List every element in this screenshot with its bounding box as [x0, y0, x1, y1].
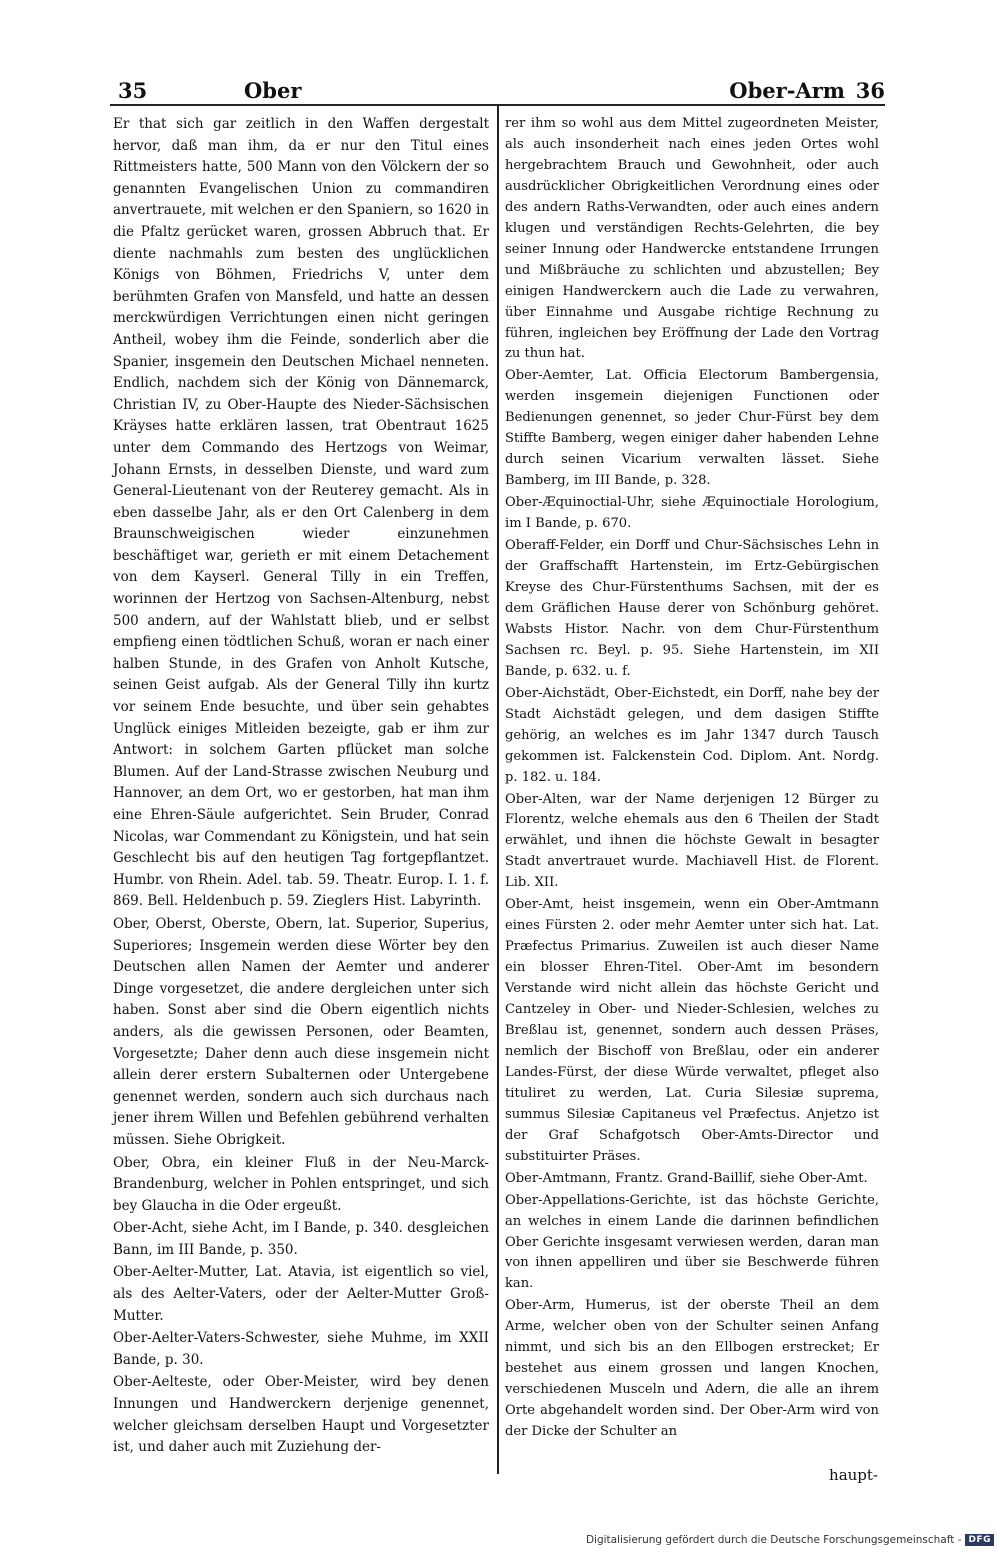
entry-ober-aelter-vaters-schwester: Ober-Aelter-Vaters-Schwester, siehe Muhme, im XXII Bande, p. 30. — [113, 1330, 489, 1368]
entry-ober-aelteste-continued: rer ihm so wohl aus dem Mittel zugeordneten Meister, als auch insonderheit nach eines jeden Ortes wohl hergebrachtem Brauch und Gewohnheit, oder auch ausdrücklicher Obrigkeitlichen Verordnung eines oder des andern Raths-Verwandten, oder auch eines andern klugen und verständigen Rechts-Gelehrten, die bey seiner Innung oder Handwercke entstandene Irrungen und Mißbräuche zu schlichten und abzustellen; Bey einigen Handwerckern auch die Lade zu verwahren, über Einnahme und Ausgabe richtige Rechnung zu führen, ingleichen bey Eröffnung der Lade den Vortrag zu thun hat. — [505, 116, 879, 362]
page-number-right: 36 — [855, 78, 885, 103]
header-keyword-right: Ober-Arm — [729, 78, 845, 103]
footer-text: Digitalisierung gefördert durch die Deutsche Forschungsgemeinschaft - — [585, 1534, 962, 1546]
entry-ober-appellations-gerichte: Ober-Appellations-Gerichte, ist das höchste Gerichte, an welches in einem Lande die darinnen befindlichen Ober Gerichte insgesamt verwiesen werden, daran man von ihnen appelliren und über sie Beschwerde führen kan. — [505, 1192, 879, 1292]
left-column — [113, 114, 489, 1460]
entry-ober-aichstaedt: Ober-Aichstädt, Ober-Eichstedt, ein Dorff, nahe bey der Stadt Aichstädt gelegen, und dem dasigen Stiffte gehörig, an welches es im Jahr 1347 durch Tausch gekommen ist. Falckenstein Cod. Diplom. Ant. Nordg. p. 182. u. 184. — [505, 685, 879, 785]
header-keyword-left: Ober — [244, 78, 302, 103]
entry-ober-aelteste: Ober-Aelteste, oder Ober-Meister, wird bey denen Innungen und Handwerckern derjenige genennet, welcher gleichsam derselben Haupt und Vorgesetzter ist, und daher auch mit Zuziehung der- — [113, 1374, 489, 1456]
dfg-logo-icon: DFG — [965, 1534, 994, 1546]
entry-ober-acht: Ober-Acht, siehe Acht, im I Bande, p. 340. desgleichen Bann, im III Bande, p. 350. — [113, 1220, 489, 1258]
entry-ober-amtmann: Ober-Amtmann, Frantz. Grand-Baillif, siehe Ober-Amt. — [505, 1170, 868, 1186]
entry-obentraut-continued: Er that sich gar zeitlich in den Waffen dergestalt hervor, daß man ihm, da er nur den Titul eines Rittmeisters hatte, 500 Mann von den Völckern der so genannten Evangelischen Union zu commandiren anvertrauete, mit welchen er den Spaniern, so 1620 in die Pfaltz gerücket waren, grossen Abbruch that. Er diente nachmahls zum besten des unglücklichen Königs von Böhmen, Friedrichs V, unter dem berühmten Grafen von Mansfeld, und hatte an dessen merckwürdigen Verrichtungen einen nicht geringen Antheil, wobey ihm die Feinde, sonderlich aber die Spanier, insgemein den Deutschen Michael nenneten. Endlich, nachdem sich der König von Dännemarck, Christian IV, zu Ober-Haupte des Nieder-Sächsischen Kräyses hatte erklären lassen, trat Obentraut 1625 unter dem Commando des Hertzogs von Weimar, Johann Ernsts, in desselben Dienste, und ward zum General-Lieutenant von der Reuterey gemacht. Als in eben dasselbe Jahr, als er den Ort Calenberg in dem Braunschweigischen wieder einzunehmen beschäftiget war, gerieth er mit einem Detachement von dem Kayserl. General Tilly in ein Treffen, worinnen der Hertzog von Sachsen-Altenburg, nebst 500 andern, auf der Wahlstatt blieb, und er selbst empfieng einen tödtlichen Schuß, woran er nach einer halben Stunde, in des Grafen von Anholt Kutsche, seinen Geist aufgab. Als der General Tilly ihn kurtz vor seinem Ende besuchte, und über sein gehabtes Unglück einiges Mitleiden bezeigte, gab er ihm zur Antwort: in solchem Garten pflücket man solche Blumen. Auf der Land-Strasse zwischen Neuburg und Hannover, an dem Ort, wo er gestorben, hat man ihm eine Ehren-Säule aufgerichtet. Sein Bruder, Conrad Nicolas, war Commendant zu Königstein, und hat sein Geschlecht bis auf den heutigen Tag fortgepflantzet. Humbr. von Rhein. Adel. tab. 59. Theatr. Europ. I. 1. f. 869. Bell. Heldenbuch p. 59. Zieglers Hist. Labyrinth. — [113, 116, 489, 910]
footer-credit — [586, 1534, 994, 1546]
entry-ober-amt: Ober-Amt, heist insgemein, wenn ein Ober-Amtmann eines Fürsten 2. oder mehr Aemter unter sich hat. Lat. Præfectus Primarius. Zuweilen ist auch dieser Name ein blosser Ehren-Titel. Ober-Amt im besondern Verstande wird nicht allein das höchste Gericht und Cantzeley in Ober- und Nieder-Schlesien, welches zu Breßlau ist, genennet, sondern auch dessen Präses, nemlich der Bischoff von Breßlau, oder ein anderer Landes-Fürst, der diese Würde verwaltet, pfleget also tituliret zu werden, Lat. Curia Silesiæ suprema, summus Silesiæ Capitaneus vel Præfectus. Anjetzo ist der Graf Schafgotsch Ober-Amts-Director und substituirter Präses. — [505, 897, 879, 1164]
column-divider — [497, 106, 499, 1474]
entry-ober-aemter: Ober-Aemter, Lat. Officia Electorum Bambergensia, werden insgemein diejenigen Functionen oder Bedienungen genennet, so jeder Chur-Fürst bey dem Stiffte Bamberg, wegen einiger daher habenden Lehne durch seinen Vicarium verwalten lässet. Siehe Bamberg, im III Bande, p. 328. — [505, 368, 879, 489]
page-number-left: 35 — [118, 78, 148, 103]
entry-ober-aelter-mutter: Ober-Aelter-Mutter, Lat. Atavia, ist eigentlich so viel, als des Aelter-Vaters, oder der Aelter-Mutter Groß-Mutter. — [113, 1264, 489, 1324]
entry-ober-oberst: Ober, Oberst, Oberste, Obern, lat. Superior, Superius, Superiores; Insgemein werden diese Wörter bey den Deutschen allen Namen der Aemter und anderer Dinge vorgesetzet, die andere dergleichen unter sich haben. Sonst aber sind die Obern eigentlich nichts anders, als die gewissen Personen, oder Beamten, Vorgesetzte; Daher denn auch diese insgemein nicht allein derer erstern Subalternen oder Untergebene genennet werden, sondern auch sich durchaus nach jener ihrem Willen und Befehlen gebührend verhalten müssen. Siehe Obrigkeit. — [113, 915, 489, 1148]
entry-ober-aequinoctial-uhr: Ober-Æquinoctial-Uhr, siehe Æquinoctiale Horologium, im I Bande, p. 670. — [505, 495, 879, 532]
entry-oberaff-felder: Oberaff-Felder, ein Dorff und Chur-Sächsisches Lehn in der Graffschafft Hartenstein, im Ertz-Gebürgischen Kreyse des Chur-Fürstenthums Sachsen, mit der es dem Gräflichen Hause derer von Schönburg gehöret. Wabsts Histor. Nachr. von dem Chur-Fürstenthum Sachsen rc. Beyl. p. 95. Siehe Hartenstein, im XII Bande, p. 632. u. f. — [505, 538, 879, 679]
entry-ober-arm: Ober-Arm, Humerus, ist der oberste Theil an dem Arme, welcher oben von der Schulter seinen Anfang nimmt, und sich bis an den Ellbogen erstrecket; Er bestehet aus einem grossen und langen Knochen, verschiedenen Musceln und Adern, die alle an ihrem Orte abgehandelt worden sind. Der Ober-Arm wird von der Dicke der Schulter an — [505, 1298, 879, 1440]
right-column — [505, 114, 879, 1444]
entry-ober-alten: Ober-Alten, war der Name derjenigen 12 Bürger zu Florentz, welche ehemals aus den 6 Theilen der Stadt erwählet, und ihnen die höchste Gewalt in besagter Stadt anvertrauet wurde. Machiavell Hist. de Florent. Lib. XII. — [505, 791, 879, 891]
entry-ober-obra: Ober, Obra, ein kleiner Fluß in der Neu-Marck-Brandenburg, welcher in Pohlen entspringet, und sich bey Glaucha in die Oder ergeußt. — [113, 1154, 489, 1214]
catchword: haupt- — [829, 1466, 878, 1484]
